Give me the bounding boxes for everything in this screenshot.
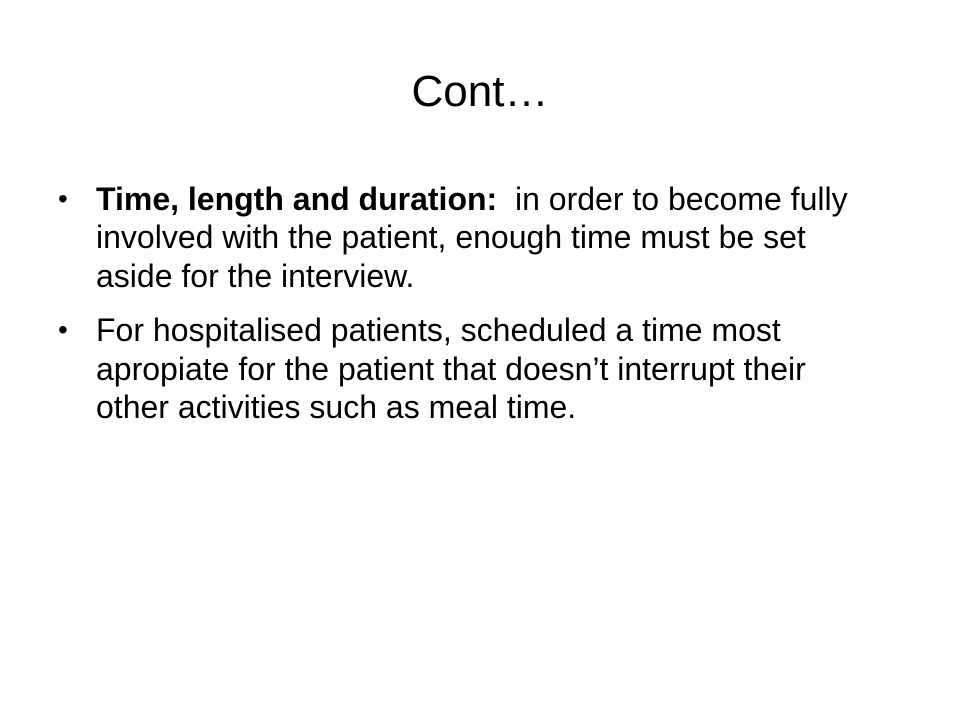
slide-title: Cont… xyxy=(411,67,549,116)
bullet-lead: Time, length and duration: xyxy=(96,181,498,217)
bullet-text: in order to become fully involved with the patient, enough time must be set aside for the interview. xyxy=(96,181,866,294)
bullet-item xyxy=(58,311,866,426)
bullet-text: For hospitalised patients, scheduled a time most apropiate for the patient that doesn’t interrupt their other activities such as meal time. xyxy=(96,312,806,425)
bullet-marker-icon: • xyxy=(58,314,68,346)
bullet-marker-icon: • xyxy=(58,183,68,214)
bullet-item xyxy=(58,180,866,295)
bullet-list xyxy=(58,180,866,442)
